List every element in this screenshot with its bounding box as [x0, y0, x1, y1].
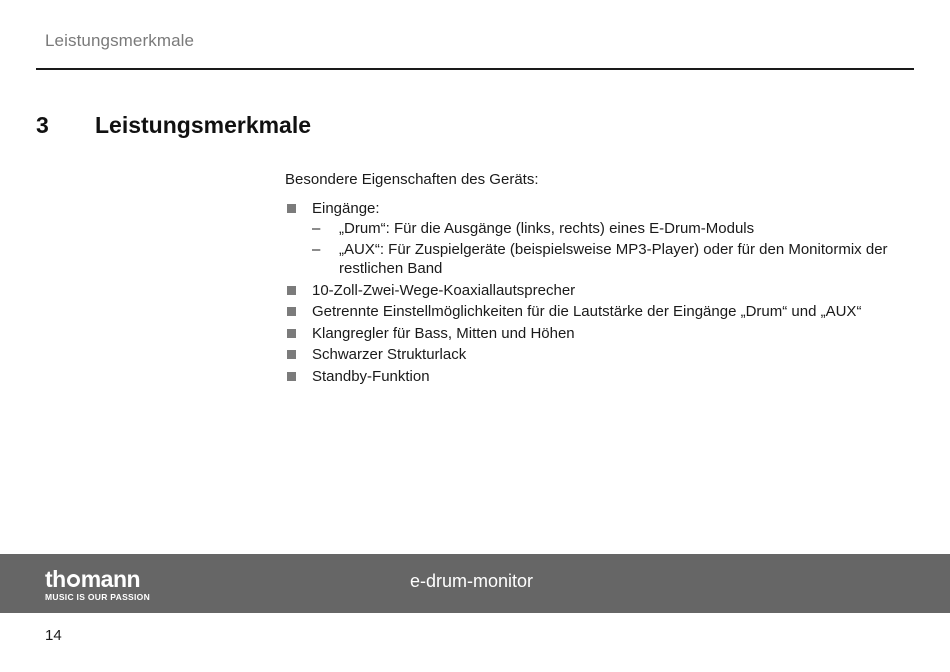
feature-text: Schwarzer Strukturlack: [312, 346, 467, 363]
sub-feature-item: [312, 219, 895, 238]
sub-feature-text: „AUX“: Für Zuspielgeräte (beispielsweise MP3-Player) oder für den Monitormix der restlichen Band: [339, 241, 888, 277]
section-number: 3: [36, 112, 49, 138]
square-bullet-icon: [287, 329, 296, 338]
feature-text: Getrennte Einstellmöglichkeiten für die Lautstärke der Eingänge „Drum“ und „AUX“: [312, 303, 862, 320]
intro-text: Besondere Eigenschaften des Geräts:: [285, 171, 539, 188]
feature-text: Standby-Funktion: [312, 367, 430, 385]
logo-text-right: mann: [80, 566, 141, 592]
feature-text: Eingänge:: [312, 200, 380, 217]
feature-item: [285, 367, 895, 386]
dash-bullet: –: [312, 241, 321, 258]
feature-item: [285, 199, 895, 278]
page-number: 14: [45, 627, 62, 644]
thomann-logo: [45, 568, 150, 602]
sub-feature-list: [312, 219, 895, 278]
logo-wordmark: [45, 568, 150, 590]
square-bullet-icon: [287, 372, 296, 381]
logo-text-left: th: [45, 566, 66, 592]
sub-feature-text: „Drum“: Für die Ausgänge (links, rechts) eines E-Drum-Moduls: [339, 220, 755, 237]
running-header: Leistungsmerkmale: [45, 31, 195, 50]
header-divider: [36, 68, 914, 70]
feature-text: 10-Zoll-Zwei-Wege-Koaxiallautsprecher: [312, 281, 576, 299]
feature-content: [285, 170, 895, 388]
square-bullet-icon: [287, 204, 296, 213]
logo-o-icon: [67, 574, 80, 587]
section-heading: [36, 112, 311, 139]
sub-feature-item: [312, 240, 895, 278]
square-bullet-icon: [287, 286, 296, 295]
feature-item: [285, 302, 895, 321]
feature-item: [285, 345, 895, 364]
logo-tagline: MUSIC IS OUR PASSION: [45, 592, 151, 602]
feature-text: Klangregler für Bass, Mitten und Höhen: [312, 324, 575, 342]
square-bullet-icon: [287, 307, 296, 316]
square-bullet-icon: [287, 350, 296, 359]
section-title: Leistungsmerkmale: [95, 112, 312, 138]
feature-item: [285, 281, 895, 300]
product-name: e-drum-monitor: [410, 571, 534, 591]
dash-bullet: –: [312, 220, 321, 237]
footer-band: [0, 554, 950, 613]
feature-item: [285, 324, 895, 343]
feature-list: [285, 199, 895, 386]
